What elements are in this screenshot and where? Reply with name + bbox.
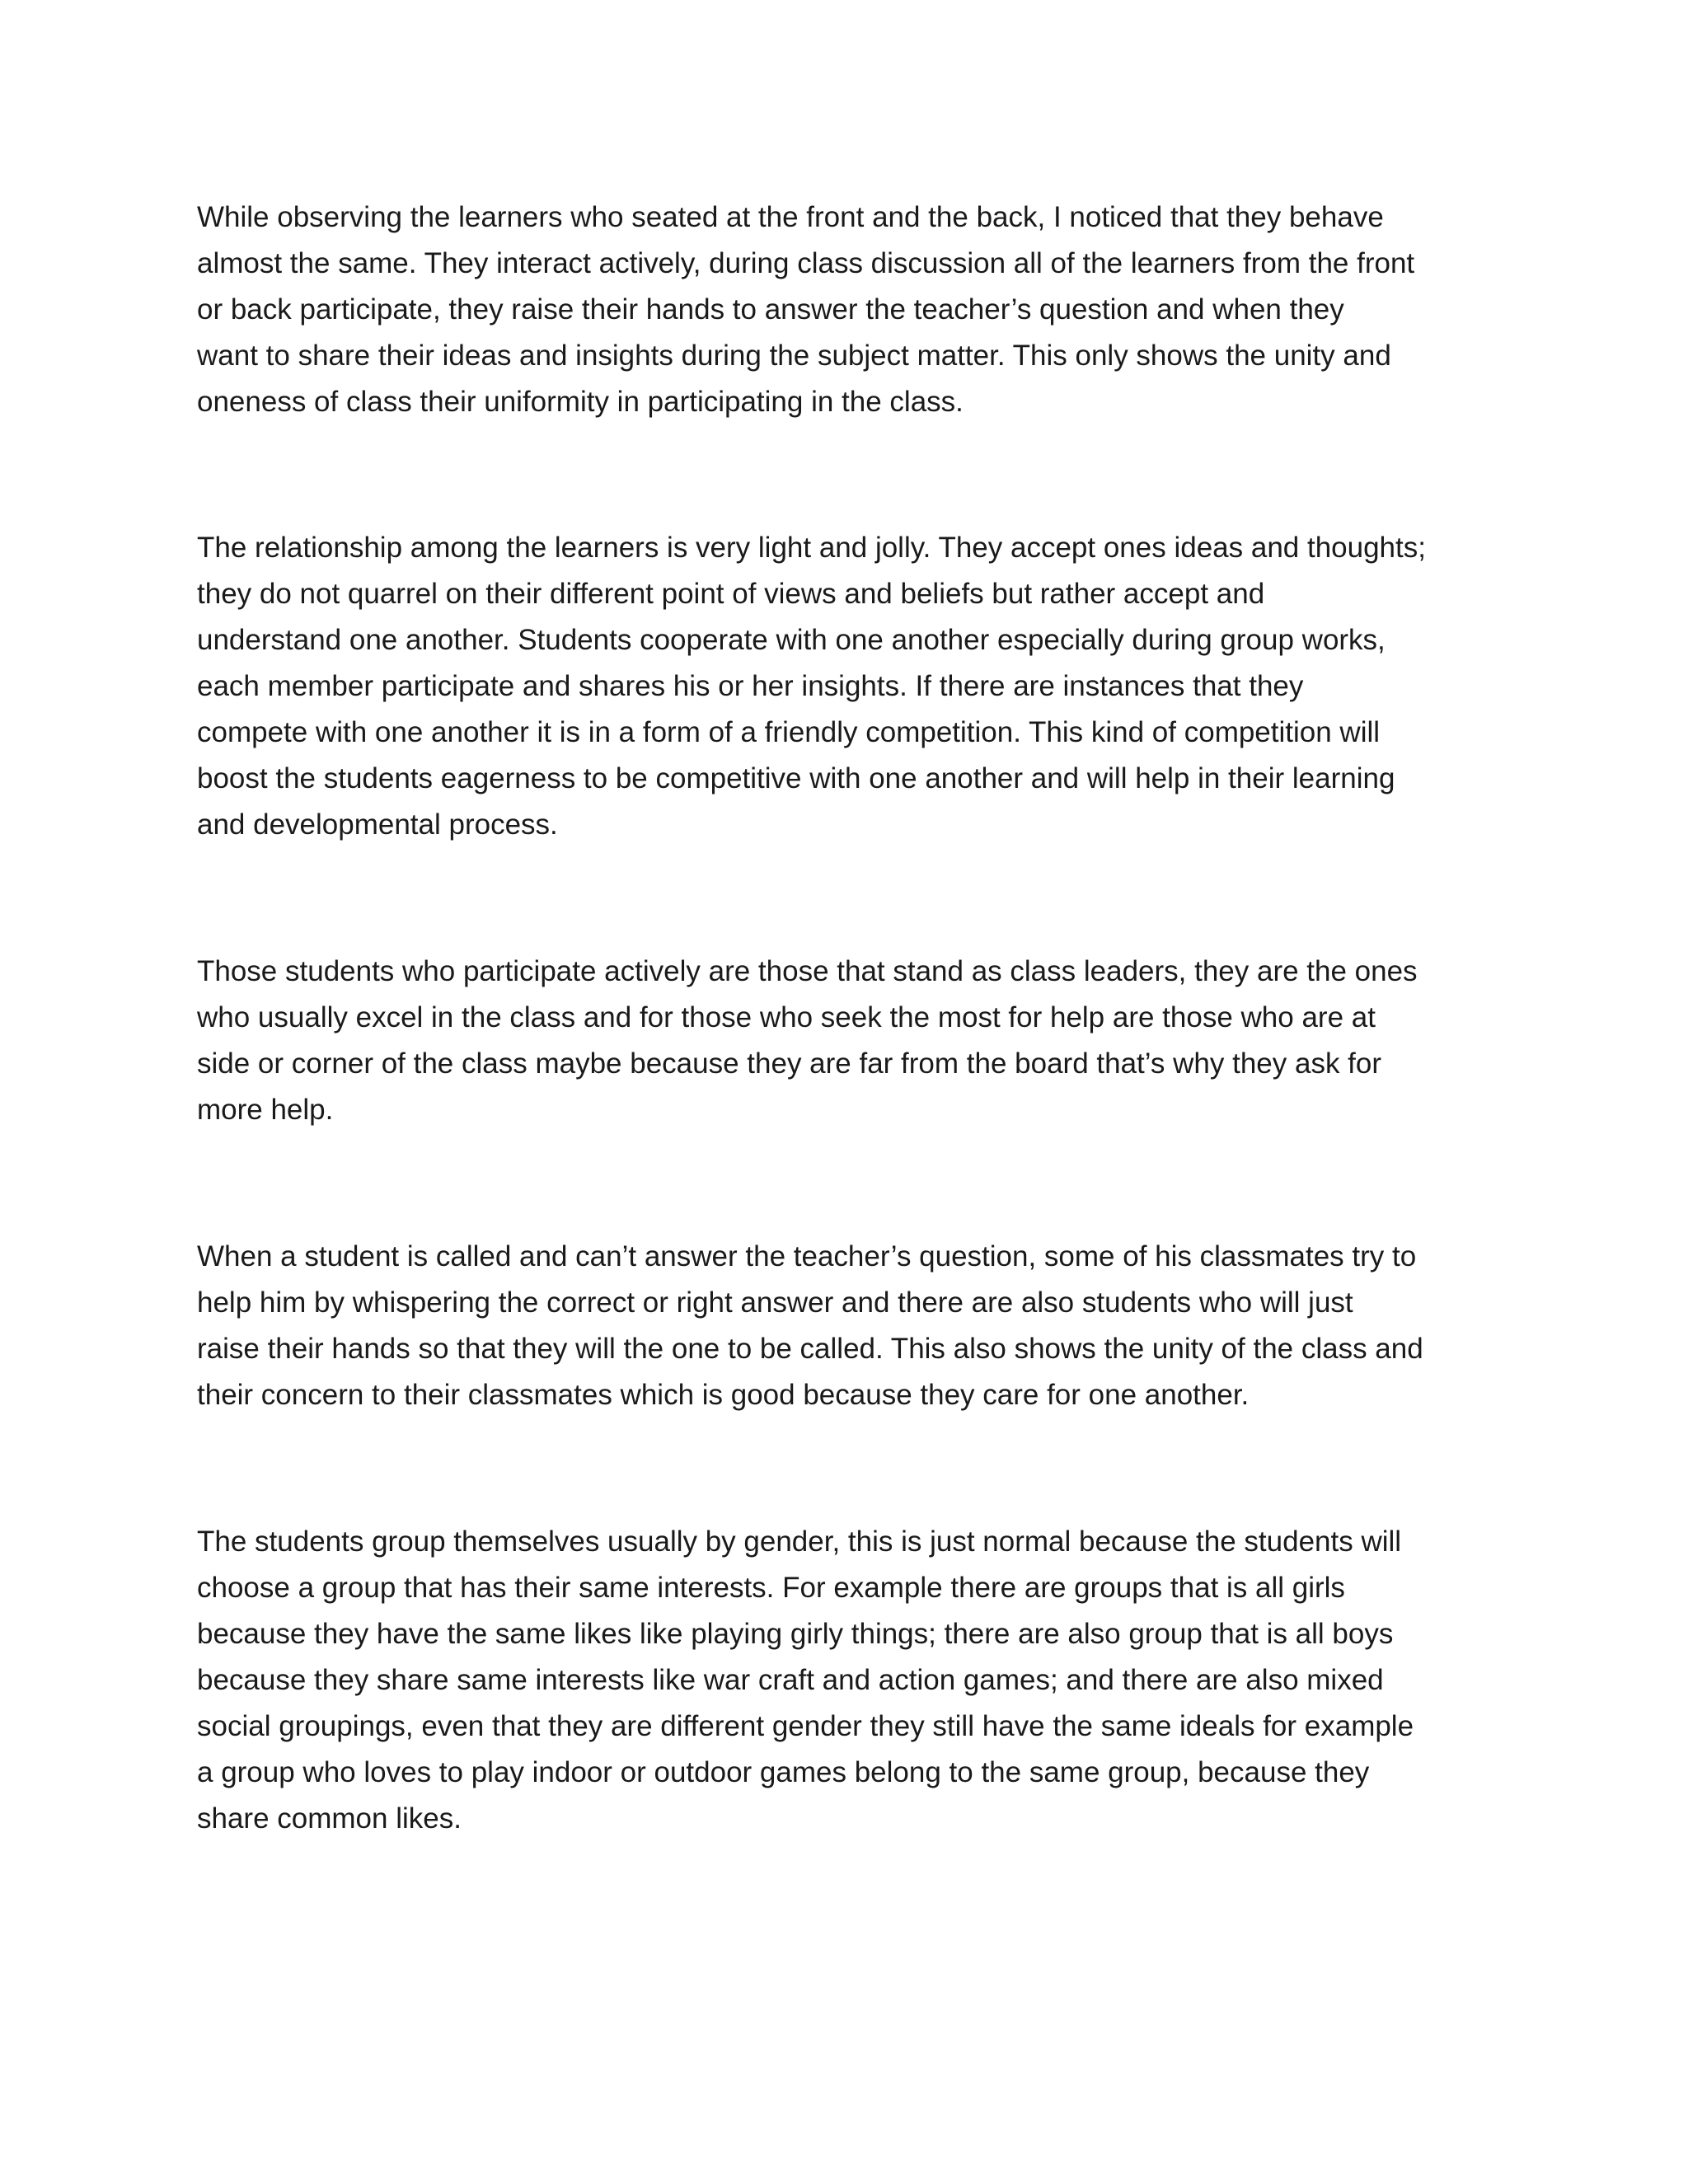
- text-line: who usually excel in the class and for those who seek the most for help are those who are at: [197, 1001, 1376, 1033]
- paragraph-learner-relationship: [197, 525, 1516, 848]
- text-line: because they share same interests like war craft and action games; and there are also mixed: [197, 1664, 1384, 1696]
- text-line: social groupings, even that they are different gender they still have the same ideals for example: [197, 1710, 1414, 1742]
- paragraph-class-leaders: [197, 949, 1516, 1133]
- text-line: want to share their ideas and insights during the subject matter. This only shows the unity and: [197, 340, 1391, 372]
- text-line: help him by whispering the correct or right answer and there are also students who will just: [197, 1286, 1353, 1319]
- text-line: The relationship among the learners is very light and jolly. They accept ones ideas and thoughts;: [197, 532, 1426, 564]
- text-line: understand one another. Students cooperate with one another especially during group works,: [197, 624, 1386, 656]
- text-line: share common likes.: [197, 1802, 462, 1835]
- text-line: oneness of class their uniformity in participating in the class.: [197, 386, 964, 418]
- paragraph-social-grouping: [197, 1519, 1516, 1842]
- text-line: While observing the learners who seated at the front and the back, I noticed that they behave: [197, 201, 1384, 233]
- text-line: and developmental process.: [197, 808, 558, 841]
- text-line: because they have the same likes like playing girly things; there are also group that is all boys: [197, 1618, 1394, 1650]
- paragraph-helping-classmates: [197, 1234, 1516, 1418]
- text-line: Those students who participate actively are those that stand as class leaders, they are the ones: [197, 955, 1418, 987]
- text-line: boost the students eagerness to be competitive with one another and will help in their learning: [197, 762, 1395, 794]
- text-line: they do not quarrel on their different point of views and beliefs but rather accept and: [197, 578, 1265, 610]
- text-line: When a student is called and can’t answer the teacher’s question, some of his classmates try to: [197, 1240, 1417, 1272]
- text-line: a group who loves to play indoor or outdoor games belong to the same group, because they: [197, 1756, 1370, 1788]
- text-line: raise their hands so that they will the one to be called. This also shows the unity of the class and: [197, 1333, 1423, 1365]
- text-line: each member participate and shares his or her insights. If there are instances that they: [197, 670, 1304, 702]
- paragraph-seating-observation: [197, 194, 1516, 425]
- text-line: more help.: [197, 1094, 334, 1126]
- text-line: compete with one another it is in a form of a friendly competition. This kind of competition will: [197, 716, 1381, 748]
- text-line: almost the same. They interact actively, during class discussion all of the learners from the front: [197, 247, 1415, 279]
- text-line: or back participate, they raise their hands to answer the teacher’s question and when they: [197, 293, 1344, 326]
- text-line: side or corner of the class maybe because they are far from the board that’s why they ask for: [197, 1047, 1382, 1080]
- text-line: The students group themselves usually by gender, this is just normal because the students will: [197, 1526, 1402, 1558]
- text-line: their concern to their classmates which is good because they care for one another.: [197, 1379, 1250, 1411]
- text-line: choose a group that has their same interests. For example there are groups that is all girls: [197, 1572, 1345, 1604]
